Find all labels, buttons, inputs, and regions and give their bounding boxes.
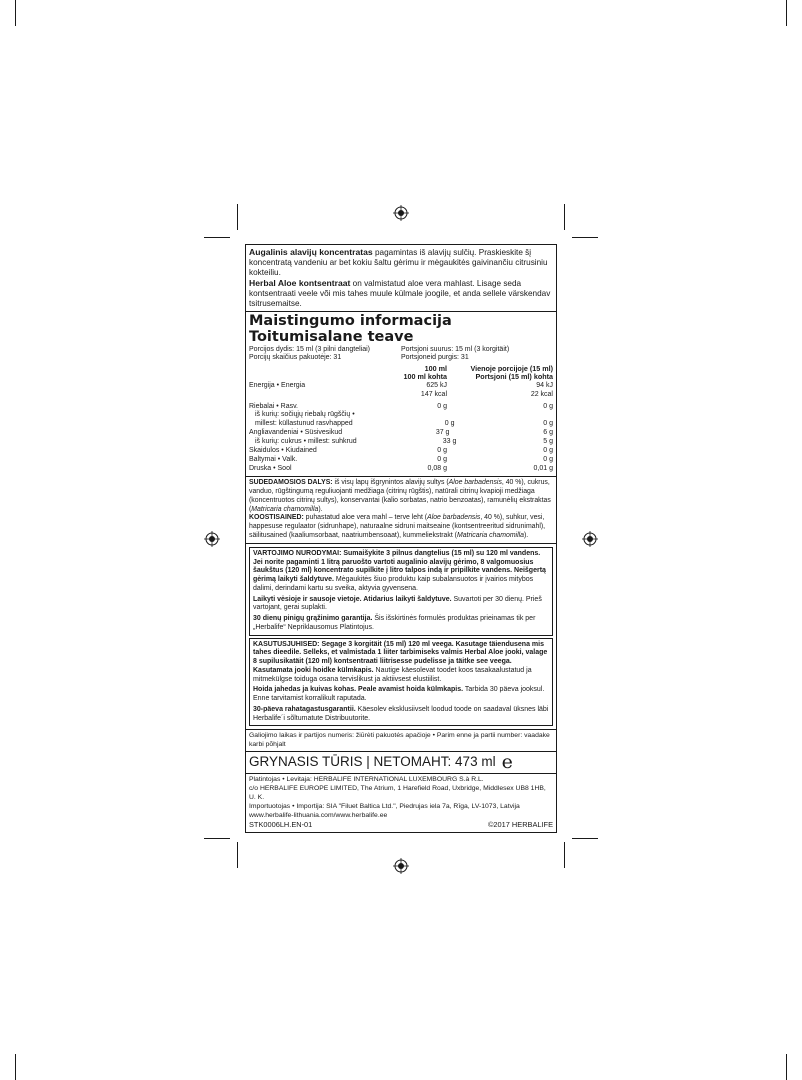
- nutrient-value-serving: 22 kcal: [530, 390, 553, 398]
- directions-lt: [249, 547, 553, 636]
- crop-mark: [237, 842, 238, 868]
- nutrition-row: [249, 420, 553, 429]
- guarantee-lt-heading: 30 dienų pinigų grąžinimo garantija.: [253, 615, 373, 623]
- registration-mark-icon: [393, 205, 409, 221]
- nutrient-value-serving: 0 g: [543, 456, 553, 464]
- ingredients-lt-title: SUDEDAMOSIOS DALYS:: [249, 479, 333, 487]
- crop-mark: [237, 204, 238, 230]
- directions-ee-heading: KASUTUSJUHISED: Segage 3 korgitäit (15 ml) 120 ml veega. Kasutage täiendusena mis tahes dieedile. Selleks, et valmistada 1 liiter tarbimiseks valmis Herbal Aloe jooki, valage 8 supilusikatäit (120 ml) kontsentraati liitrisesse pudelisse ja täitke see veega. Kasutamata jooki hoidke külmkapis.: [253, 640, 548, 674]
- storage-lt-heading: Laikyti vėsioje ir sausoje vietoje. Atidarius laikyti šaldytuve.: [253, 595, 452, 603]
- nutrient-value-serving: [461, 411, 553, 420]
- distributor-line: Platintojas • Levitaja: HERBALIFE INTERNATIONAL LUXEMBOURG S.à R.L.: [249, 776, 484, 784]
- nutrition-row: [249, 411, 553, 420]
- nutrition-title-ee: Toitumisalane teave: [249, 328, 414, 345]
- registration-mark-icon: [204, 531, 220, 547]
- crop-mark: [15, 1054, 16, 1080]
- guarantee-ee-heading: 30-päeva rahatagastusgarantii.: [253, 705, 356, 713]
- ingredients-ee-text: ).: [523, 532, 529, 540]
- footer-line: [249, 820, 553, 829]
- storage-lt-text: Suvartoti per 30 dienų. Prieš vartojant, gerai suplakti.: [253, 595, 542, 612]
- intro-lt-title: Augalinis alavijų koncentratas: [249, 247, 373, 257]
- column-per-serving-line1: Vienoje porcijoje (15 ml): [470, 364, 553, 374]
- guarantee-ee-text: Käesolev eksklusiivselt loodud toode on saadaval üksnes läbi Herbalife´i sõltumatute Distribuutorite.: [253, 705, 549, 722]
- crop-mark: [564, 204, 565, 230]
- ingredients-ee-title: KOOSTISAINED:: [249, 514, 304, 522]
- lot-info: Galiojimo laikas ir partijos numeris: žiūrėti pakuotės apačioje • Parim enne ja partii number: vaadake karbi põhjalt: [246, 730, 556, 752]
- directions-lt-text: Mėgaukitės šiuo produktu kaip subalansuotos ir įvairios mitybos dalimi, derindami kartu su sveika, aktyvia gyvensena.: [253, 576, 534, 592]
- nutrient-label: Druska • Sool: [249, 465, 292, 473]
- nutrition-row: [249, 447, 553, 456]
- crop-mark: [564, 842, 565, 868]
- ingredients-ee-latin: Matricaria chamomilla: [456, 532, 524, 540]
- net-volume-text: GRYNASIS TŪRIS | NETOMAHT: 473 ml: [249, 754, 496, 770]
- nutrient-label: Angliavandeniai • Süsivesikud: [249, 429, 343, 437]
- nutrition-row: [249, 438, 553, 447]
- nutrient-value-100ml: 33 g: [442, 438, 457, 446]
- nutrition-row: [249, 456, 553, 465]
- nutrient-value-serving: 6 g: [543, 429, 553, 437]
- directions-ee-text: Nautige käesolevat toodet koos tasakaalustatud ja mitmekülgse toiduga osana tervislikust ja aktiivsest elustiilist.: [253, 666, 532, 683]
- nutrient-value-serving: 0 g: [543, 420, 553, 428]
- copyright: ©2017 HERBALIFE: [487, 820, 553, 830]
- ingredients-lt-text: ).: [318, 505, 323, 513]
- ingredients-ee: [249, 514, 553, 540]
- nutrient-label: [249, 391, 337, 400]
- column-per-serving: [453, 365, 553, 382]
- crop-mark: [204, 237, 230, 238]
- ingredients-section: [246, 477, 556, 544]
- servings-info: [249, 354, 553, 363]
- nutrient-label: Energija • Energia: [249, 381, 306, 389]
- serving-size-ee: Portsjoni suurus: 15 ml (3 korgitäit): [401, 345, 510, 353]
- column-per-serving-line2: Portsjoni (15 ml) kohta: [475, 372, 553, 382]
- serving-size-lt: Porcijos dydis: 15 ml (3 pilni dangteliai): [249, 345, 370, 353]
- directions-ee: [249, 638, 553, 727]
- address-line: c/o HERBALIFE EUROPE LIMITED, The Atrium, 1 Harefield Road, Uxbridge, Middlesex UB8 1HB, U. K.: [249, 785, 546, 801]
- nutrient-value-serving: 94 kJ: [536, 381, 553, 389]
- nutrient-value-serving: 5 g: [543, 438, 553, 446]
- intro-section: [246, 245, 556, 312]
- crop-mark: [572, 237, 598, 238]
- nutrient-value-100ml: 0 g: [437, 402, 447, 410]
- nutrient-value-100ml: [355, 411, 462, 420]
- estimated-sign-icon: e: [501, 751, 513, 774]
- serving-info: [249, 346, 553, 355]
- nutrition-rows: [249, 382, 553, 475]
- nutrient-value-100ml: 0 g: [437, 456, 447, 464]
- nutrient-value-100ml: 147 kcal: [420, 390, 447, 398]
- registration-mark-icon: [582, 531, 598, 547]
- intro-ee-text: on valmistatud aloe vera mahlast. Lisage seda kontsentraati veele või mis tahes muule külmale joogile, et anda sellele värskendav tsitrusemaitse.: [249, 279, 551, 308]
- storage-ee-heading: Hoida jahedas ja kuivas kohas. Peale avamist hoida külmkapis.: [253, 686, 464, 694]
- address-section: [246, 774, 556, 831]
- nutrition-column-headers: [249, 365, 553, 382]
- intro-ee-title: Herbal Aloe kontsentraat: [249, 278, 351, 288]
- nutrition-section: [246, 312, 556, 477]
- ingredients-ee-text: puhastatud aloe vera mahl – terve leht (: [303, 514, 428, 522]
- nutrition-row: [249, 382, 553, 391]
- nutrient-value-serving: 0,01 g: [533, 465, 553, 473]
- nutrition-title-lt: Maistingumo informacija: [249, 313, 452, 329]
- guarantee-lt-text: Šis išskirtinės formulės produktas prieinamas tik per „Herbalife“ Nepriklausomus Platintojus.: [253, 615, 536, 631]
- intro-lt-text: pagamintas iš alavijų sulčių. Praskieskite šį koncentratą vandeniu ar bet kokiu šaltu gėrimu ir mėgaukitės gaivinančiu citrusiniu kokteiliu.: [249, 248, 548, 277]
- servings-ee: Portsjoneid purgis: 31: [401, 354, 469, 362]
- column-per-100ml-line2: 100 ml kohta: [403, 372, 447, 382]
- ingredients-ee-text: , 40 %), suhkur, vesi, happesuse regulaator (sidrunhape), naturaalne sidruni maitseaine (kontsentreeritud sidrunimahl), säilitusained (kaaliumsorbaat, naatriumbensoaat), kummeliekstrakt (: [249, 514, 546, 540]
- net-volume: [246, 752, 556, 774]
- crop-mark: [786, 1054, 787, 1080]
- ingredients-lt-latin: Aloe barbadensis: [448, 479, 502, 487]
- storage-ee-text: Tarbida 30 päeva jooksul. Enne tarvitamist korralikult raputada.: [253, 686, 545, 703]
- crop-mark: [15, 0, 16, 26]
- nutrient-value-100ml: 0 g: [444, 420, 455, 428]
- nutrient-value-serving: 0 g: [543, 402, 553, 410]
- nutrient-label: Skaidulos • Kiudained: [249, 447, 317, 455]
- nutrient-value-100ml: 0,08 g: [427, 465, 447, 473]
- nutrient-value-serving: 0 g: [543, 447, 553, 455]
- nutrient-label: iš kurių: cukrus • millest: suhkrud: [255, 438, 357, 446]
- nutrition-row: [249, 465, 553, 474]
- nutrient-value-100ml: 0 g: [437, 447, 447, 455]
- column-per-100ml: [337, 365, 453, 382]
- nutrition-row: [249, 391, 553, 400]
- nutrient-value-100ml: 625 kJ: [426, 381, 447, 389]
- crop-mark: [572, 838, 598, 839]
- nutrient-value-100ml: 37 g: [435, 429, 450, 437]
- ingredients-lt-text: , 40 %), cukrus, vanduo, rūgštingumą reguliuojanti medžiaga (citrinų rūgštis), natūrali citrinų kvapioji medžiaga (koncentruotos citrinų sultys), konservantai (kalio sorbatas, natrio benzoatas), ramunėlių ekstraktas (: [249, 479, 551, 513]
- product-code: STK0006LH.EN-01: [249, 820, 313, 830]
- nutrient-label: Baltymai • Valk.: [249, 456, 298, 464]
- ingredients-lt-text: iš visų lapų išgrynintos alavijų sultys (: [332, 479, 449, 487]
- crop-mark: [786, 0, 787, 26]
- website-line: www.herbalife-lithuania.com/www.herbalife.ee: [249, 811, 388, 819]
- ingredients-lt: [249, 479, 553, 514]
- column-per-100ml-line1: 100 ml: [424, 364, 447, 374]
- nutrition-row: [249, 429, 553, 438]
- ingredients-lt-latin: Matricaria chamomilla: [251, 505, 319, 513]
- servings-lt: Porcijų skaičius pakuotėje: 31: [249, 354, 342, 362]
- importer-line: Importuotojas • Importija: SIA "Filuet Baltica Ltd.", Piedrujas iela 7a, Rīga, LV-1073, Latvija: [249, 802, 520, 810]
- nutrition-row: [249, 403, 553, 412]
- nutrient-label: iš kurių: sočiųjų riebalų rūgščių •: [255, 411, 355, 419]
- registration-mark-icon: [393, 858, 409, 874]
- nutrient-label: millest: küllastunud rasvhapped: [255, 420, 353, 428]
- directions-lt-heading: VARTOJIMO NURODYMAI: Sumaišykite 3 pilnus dangtelius (15 ml) su 120 ml vandens. Jei norite pagaminti 1 litrą paruošto vartoti augalinio alavijų gėrimo, 8 valgomuosius šaukštus (120 ml) koncentrato supilkite į litro talpos indą ir pripilkite vandens. Neišgertą gėrimą laikyti šaldytuve.: [253, 549, 546, 584]
- nutrient-label: Riebalai • Rasv.: [249, 402, 299, 410]
- directions-section: [246, 544, 556, 731]
- product-label: [245, 244, 557, 833]
- ingredients-ee-latin: Aloe barbadensis: [427, 514, 481, 522]
- crop-mark: [204, 838, 230, 839]
